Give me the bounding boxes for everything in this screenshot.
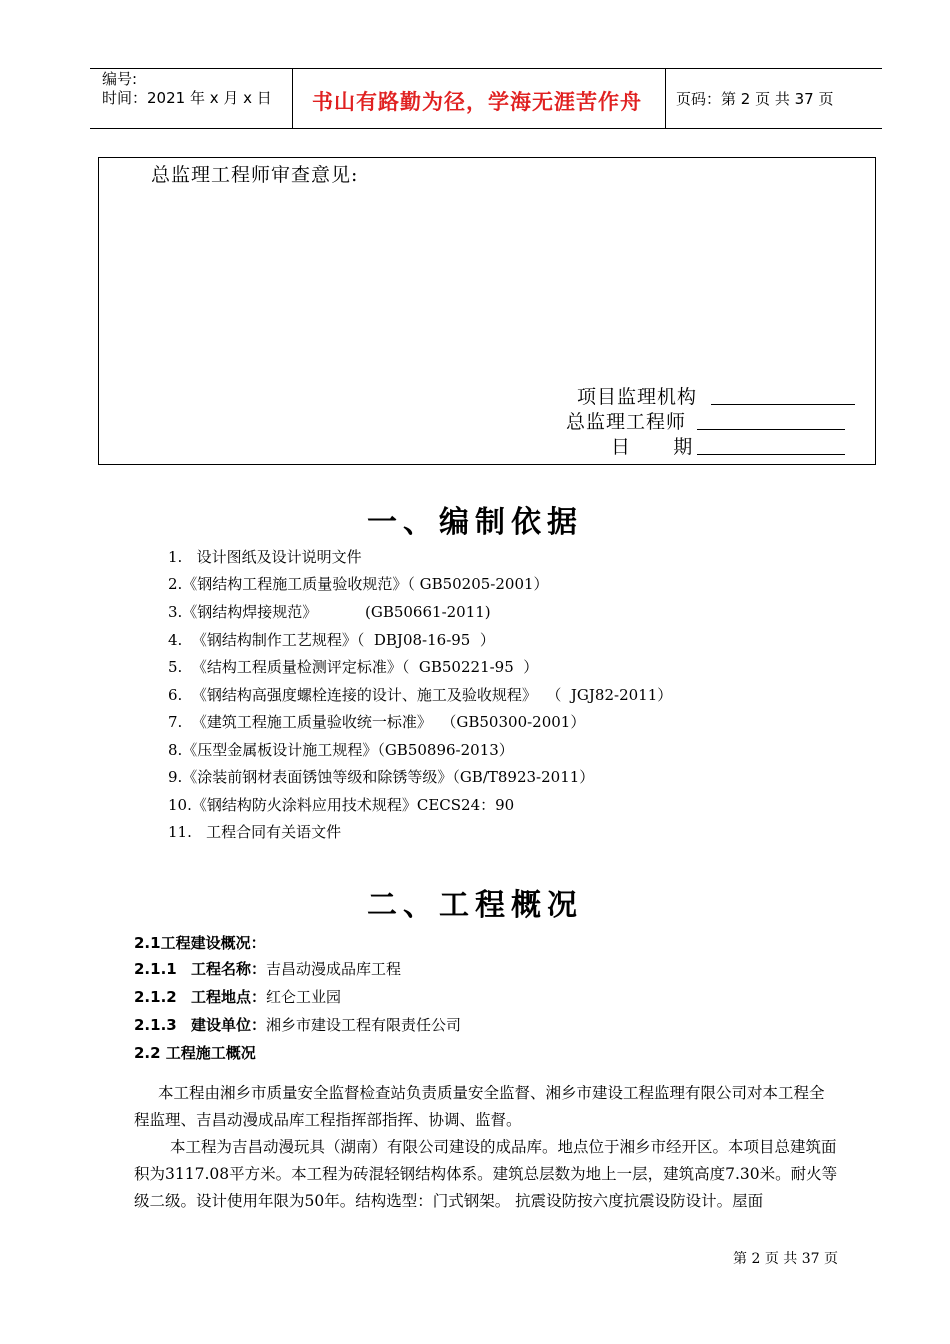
reference-item: 6. 《钢结构高强度螺栓连接的设计、施工及验收规程》 （ JGJ82-2011） [168, 686, 673, 704]
overview-row-construction-unit: 2.1.3 建设单位：湘乡市建设工程有限责任公司 [134, 1016, 462, 1034]
header-motto: 书山有路勤为径，学海无涯苦作舟 [312, 89, 642, 114]
date-signature-line [697, 454, 845, 455]
review-opinion-box [98, 157, 876, 465]
supervision-org-label: 项目监理机构 [577, 386, 698, 408]
document-number-label: 编号: [102, 70, 138, 88]
overview-paragraph-2: 本工程为吉昌动漫玩具（湖南）有限公司建设的成品库。地点位于湘乡市经开区。本项目总建筑面积为3117.08平方米。本工程为砖混轻钢结构体系。建筑总层数为地上一层，建筑高度7.30米。耐火等级二级。设计使用年限为50年。结构选型：门式钢架。 抗震设防按六度抗震设防设计。屋面 [134, 1138, 838, 1210]
subsection-2-1-title: 2.1工程建设概况： [134, 934, 266, 952]
overview-paragraph-1: 本工程由湘乡市质量安全监督检查站负责质量安全监督、湘乡市建设工程监理有限公司对本工程全程监理、吉昌动漫成品库工程指挥部指挥、协调、监督。 [134, 1084, 825, 1129]
reference-item: 2.《钢结构工程施工质量验收规范》（ GB50205-2001） [168, 575, 549, 593]
subsection-2-2-title: 2.2 工程施工概况 [134, 1044, 256, 1062]
header-page-label: 页码：第 2 页 共 37 页 [676, 90, 834, 108]
header-top-rule [90, 68, 882, 69]
date-label: 日 期 [611, 436, 694, 458]
document-time-label: 时间：2021 年 x 月 x 日 [102, 89, 272, 107]
header-divider-2 [665, 68, 666, 129]
reference-item: 11. 工程合同有关语文件 [168, 823, 342, 841]
supervision-org-signature-line [711, 404, 855, 405]
reference-item: 10.《钢结构防火涂料应用技术规程》CECS24：90 [168, 796, 515, 814]
reference-item: 5. 《结构工程质量检测评定标准》（ GB50221-95 ） [168, 658, 539, 676]
reference-item: 8.《压型金属板设计施工规程》（GB50896-2013） [168, 741, 514, 759]
chief-engineer-label: 总监理工程师 [566, 411, 687, 433]
chief-engineer-signature-line [697, 429, 845, 430]
reference-item: 7. 《建筑工程施工质量验收统一标准》 （GB50300-2001） [168, 713, 586, 731]
reference-item: 3.《钢结构焊接规范》 (GB50661-2011) [168, 603, 491, 621]
header-bottom-rule [90, 128, 882, 129]
reference-item: 9.《涂装前钢材表面锈蚀等级和除锈等级》（GB/T8923-2011） [168, 768, 595, 786]
overview-row-project-name: 2.1.1 工程名称：吉昌动漫成品库工程 [134, 960, 402, 978]
overview-row-project-location: 2.1.2 工程地点：红仑工业园 [134, 988, 342, 1006]
header-divider-1 [292, 68, 293, 129]
reference-item: 4. 《钢结构制作工艺规程》（ DBJ08-16-95 ） [168, 631, 495, 649]
footer-page-number: 第 2 页 共 37 页 [733, 1251, 838, 1267]
section-2-title: 二、工程概况 [367, 888, 583, 923]
reference-item: 1. 设计图纸及设计说明文件 [168, 548, 362, 566]
review-title: 总监理工程师审查意见: [151, 164, 359, 186]
section-1-title: 一、编制依据 [367, 505, 583, 540]
